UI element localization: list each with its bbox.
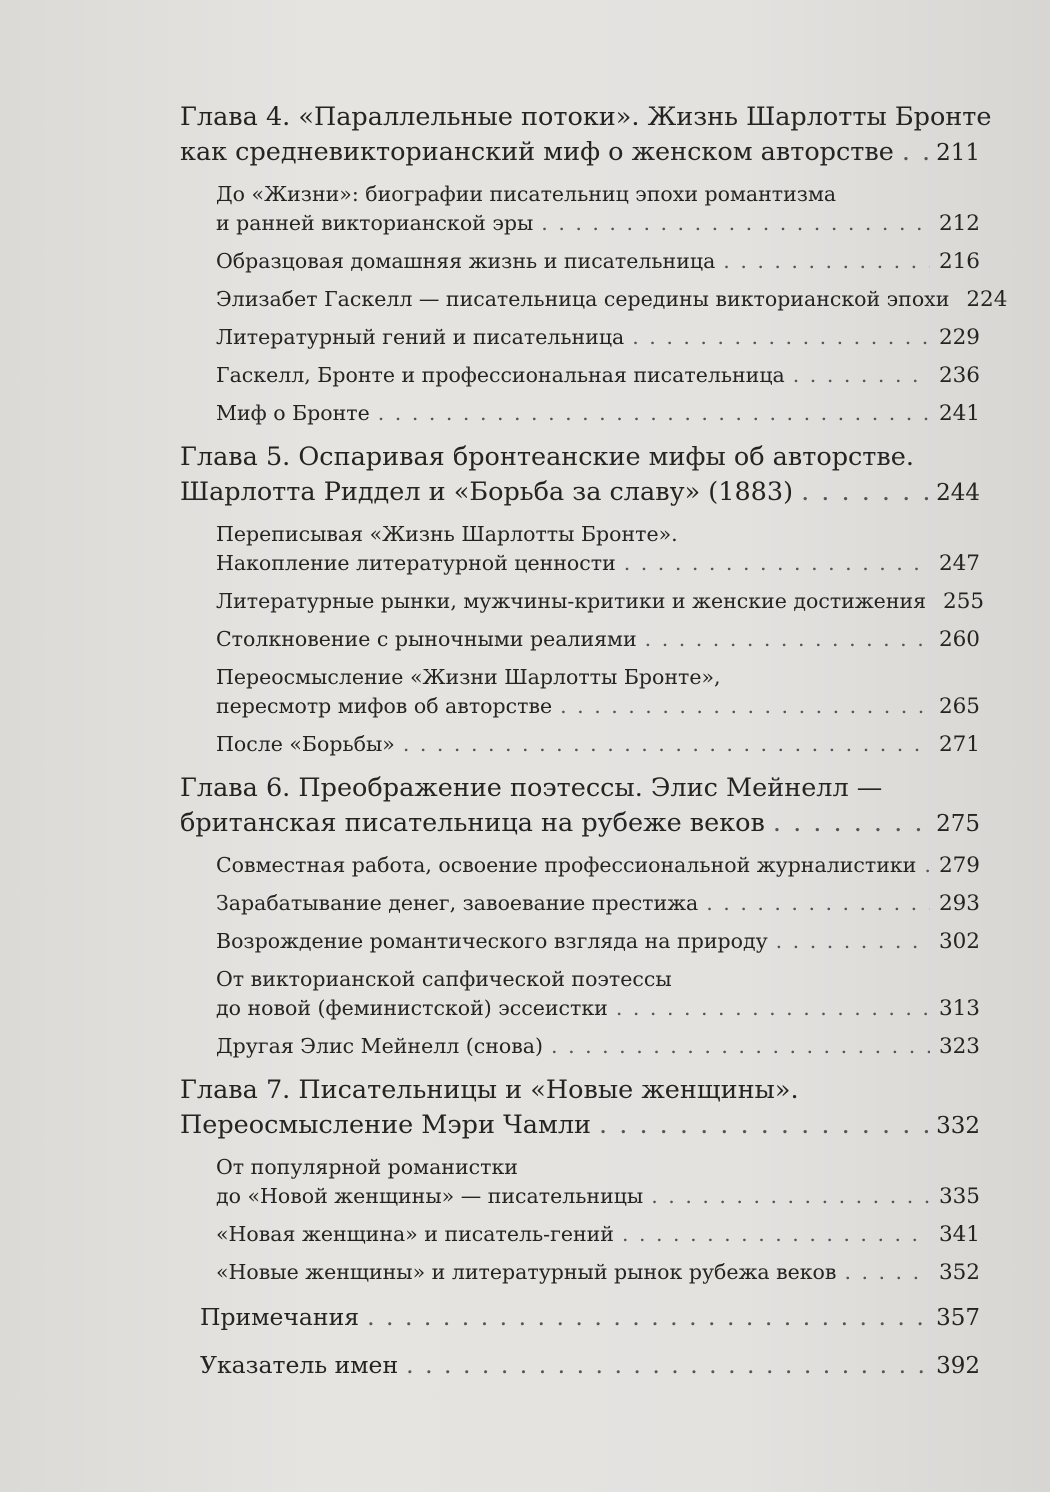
section-entry	[216, 520, 980, 578]
section-title: Другая Элис Мейнелл (снова)	[216, 1034, 544, 1058]
chapter-5-entry	[180, 440, 980, 511]
leader-dots	[406, 1349, 928, 1382]
page-number: 241	[938, 401, 980, 426]
back-matter-title: Примечания	[200, 1303, 360, 1331]
leader-dots	[776, 927, 930, 956]
page-number: 244	[936, 480, 980, 506]
page-number: 332	[936, 1113, 980, 1139]
section-title: «Новые женщины» и литературный рынок рубежа веков	[216, 1260, 837, 1284]
section-title-line1: Переосмысление «Жизни Шарлотты Бронте»,	[216, 665, 721, 689]
section-entry	[216, 889, 980, 918]
page-number: 265	[938, 694, 980, 719]
section-title: до новой (феминистской) эссеистки	[216, 996, 608, 1020]
page-number: 279	[938, 853, 980, 878]
section-title: Совместная работа, освоение профессиональной журналистики	[216, 853, 917, 877]
section-entry	[216, 927, 980, 956]
leader-dots	[632, 323, 930, 352]
page-number: 224	[966, 287, 1008, 312]
leader-dots	[773, 806, 928, 841]
leader-dots	[616, 994, 930, 1023]
section-title: до «Новой женщины» — писательницы	[216, 1184, 644, 1208]
chapter-title-line1: Глава 6. Преображение поэтессы. Элис Мейнелл —	[180, 773, 883, 803]
chapter-7-entry	[180, 1073, 980, 1144]
page-number: 229	[938, 325, 980, 350]
table-of-contents	[180, 100, 1008, 1383]
page-number: 260	[938, 627, 980, 652]
section-entry	[216, 1032, 980, 1061]
chapter-title-line2: британская писательница на рубеже веков	[180, 808, 765, 838]
section-title-line1: От викторианской сапфической поэтессы	[216, 967, 672, 991]
chapter-title-line1: Глава 5. Оспаривая бронтеанские мифы об авторстве.	[180, 442, 914, 472]
page-number: 293	[938, 891, 980, 916]
chapter-4-entry	[180, 100, 992, 171]
chapter-title-line1: Глава 7. Писательницы и «Новые женщины».	[180, 1075, 799, 1105]
leader-dots	[599, 1108, 928, 1143]
page-number: 392	[936, 1353, 980, 1379]
section-entry	[216, 399, 980, 428]
leader-dots	[902, 135, 928, 170]
page-number: 247	[938, 551, 980, 576]
page-number: 335	[938, 1184, 980, 1209]
page-number: 323	[938, 1034, 980, 1059]
section-title-line1: Переписывая «Жизнь Шарлотты Бронте».	[216, 522, 678, 546]
section-title: Образцовая домашняя жизнь и писательница	[216, 249, 716, 273]
chapter-title-line2: как средневикторианский миф о женском авторстве	[180, 137, 894, 167]
section-entry	[216, 247, 980, 276]
page-number: 255	[943, 589, 985, 614]
page-number: 352	[938, 1260, 980, 1285]
chapter-title-line1: Глава 4. «Параллельные потоки». Жизнь Шарлотты Бронте	[180, 102, 992, 132]
section-entry	[216, 851, 980, 880]
section-title: Элизабет Гаскелл — писательница середины викторианской эпохи	[216, 287, 950, 311]
page-number: 271	[938, 732, 980, 757]
section-entry	[216, 625, 980, 654]
leader-dots	[378, 399, 930, 428]
section-title: Миф о Бронте	[216, 401, 370, 425]
leader-dots	[924, 851, 930, 880]
notes-entry	[200, 1301, 980, 1335]
section-entry	[216, 180, 980, 238]
leader-dots	[367, 1301, 928, 1334]
section-entry	[216, 323, 980, 352]
page-number: 216	[938, 249, 980, 274]
leader-dots	[844, 1258, 930, 1287]
section-title: Зарабатывание денег, завоевание престижа	[216, 891, 699, 915]
leader-dots	[645, 625, 930, 654]
section-entry	[216, 965, 980, 1023]
leader-dots	[541, 209, 930, 238]
leader-dots	[624, 549, 930, 578]
section-title: Литературные рынки, мужчины-критики и женские достижения	[216, 589, 927, 613]
section-title: Гаскелл, Бронте и профессиональная писательница	[216, 363, 785, 387]
chapter-6-entry	[180, 771, 980, 842]
section-entry	[216, 1153, 980, 1211]
section-entry	[216, 285, 1008, 314]
section-title-line1: До «Жизни»: биографии писательниц эпохи романтизма	[216, 182, 837, 206]
page-number: 302	[938, 929, 980, 954]
section-title: Накопление литературной ценности	[216, 551, 616, 575]
leader-dots	[651, 1182, 930, 1211]
section-title: и ранней викторианской эры	[216, 211, 534, 235]
section-entry	[216, 730, 980, 759]
section-entry	[216, 1220, 980, 1249]
leader-dots	[403, 730, 930, 759]
leader-dots	[706, 889, 930, 918]
section-title: Возрождение романтического взгляда на природу	[216, 929, 768, 953]
section-title: пересмотр мифов об авторстве	[216, 694, 553, 718]
page-number: 212	[938, 211, 980, 236]
leader-dots	[723, 247, 930, 276]
page-number: 341	[938, 1222, 980, 1247]
chapter-title-line2: Переосмысление Мэри Чамли	[180, 1110, 592, 1140]
page-number: 236	[938, 363, 980, 388]
section-entry	[216, 663, 980, 721]
page-number: 211	[936, 140, 980, 166]
chapter-title-line2: Шарлотта Риддел и «Борьба за славу» (1883)	[180, 477, 794, 507]
leader-dots	[622, 1220, 930, 1249]
leader-dots	[801, 475, 928, 510]
section-title: Столкновение с рыночными реалиями	[216, 627, 637, 651]
section-entry	[216, 361, 980, 390]
back-matter-title: Указатель имен	[200, 1351, 399, 1379]
section-title: После «Борьбы»	[216, 732, 395, 756]
leader-dots	[551, 1032, 930, 1061]
section-title: «Новая женщина» и писатель-гений	[216, 1222, 614, 1246]
index-entry	[200, 1349, 980, 1383]
section-title: Литературный гений и писательница	[216, 325, 625, 349]
leader-dots	[560, 692, 930, 721]
leader-dots	[793, 361, 930, 390]
page-number: 313	[938, 996, 980, 1021]
section-entry	[216, 1258, 980, 1287]
section-entry	[216, 587, 985, 616]
page-number: 357	[936, 1305, 980, 1331]
page-number: 275	[936, 811, 980, 837]
section-title-line1: От популярной романистки	[216, 1155, 518, 1179]
